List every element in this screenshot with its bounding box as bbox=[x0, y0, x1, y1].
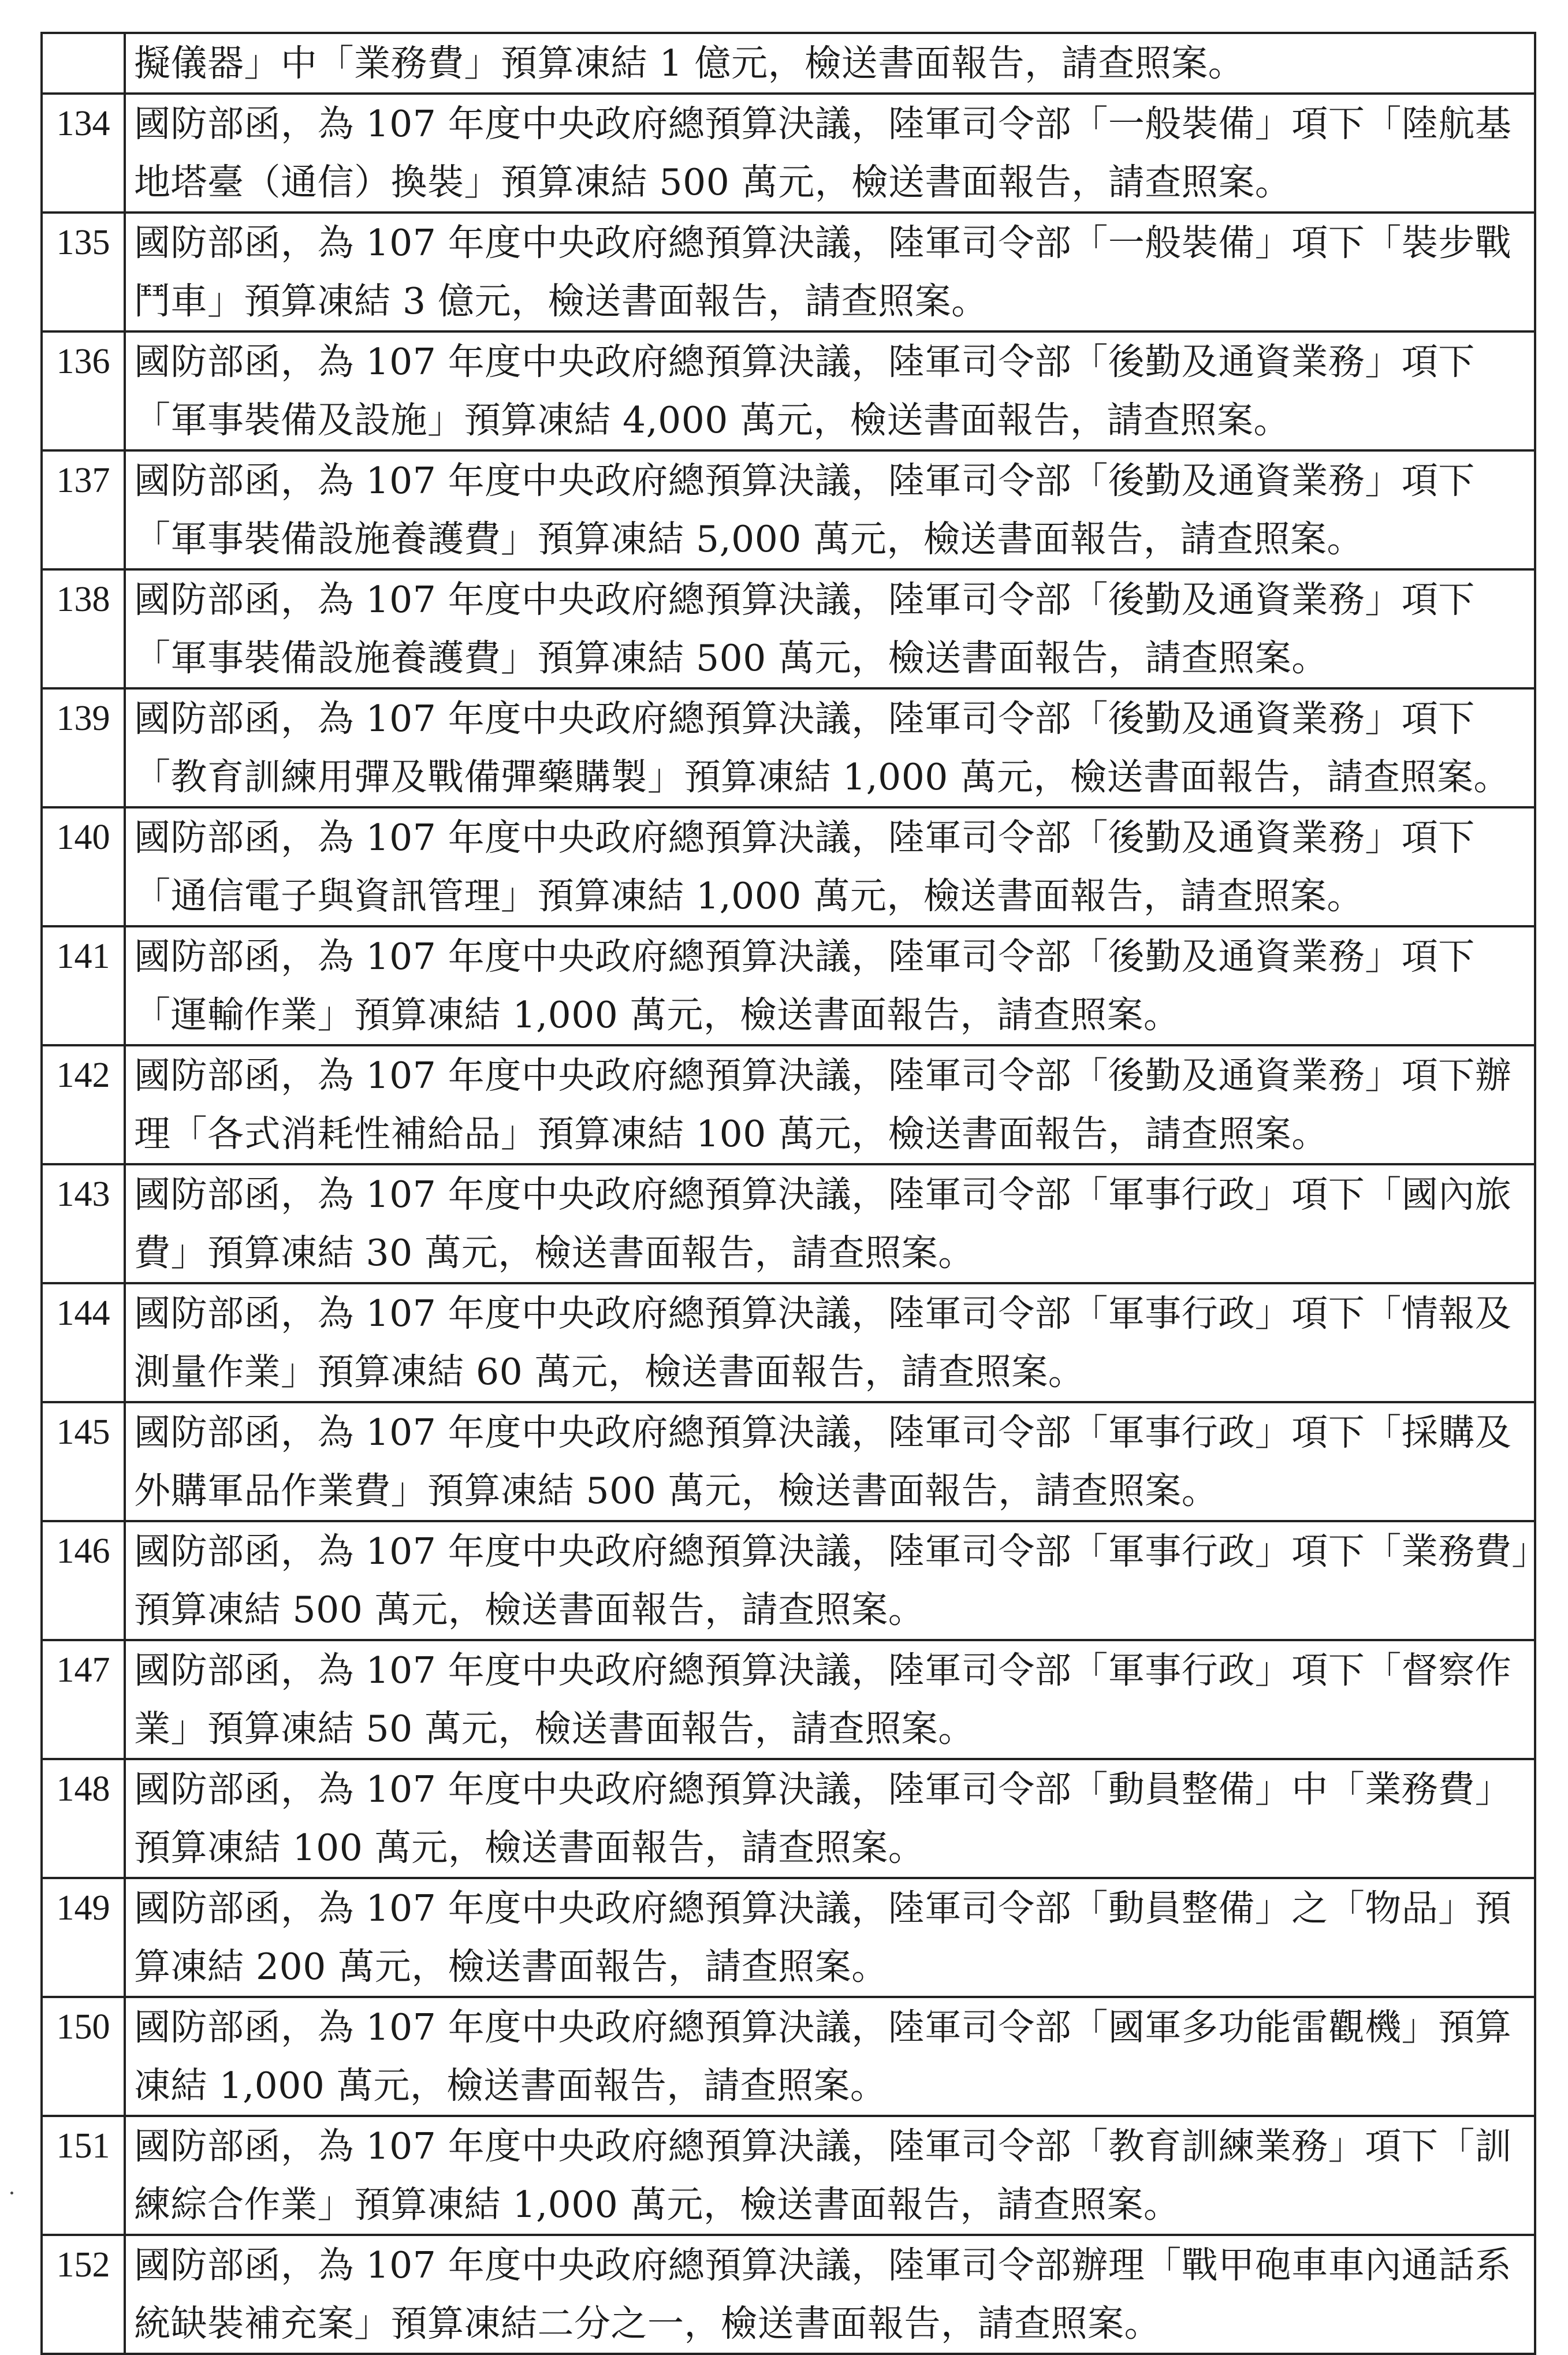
table-row bbox=[42, 688, 1535, 807]
table-row bbox=[42, 331, 1535, 450]
row-text: 國防部函，為 107 年度中央政府總預算決議，陸軍司令部「後勤及通資業務」項下「通信電子與資訊管理」預算凍結 1,000 萬元，檢送書面報告，請查照案。 bbox=[125, 807, 1535, 926]
row-number: 140 bbox=[42, 807, 125, 926]
row-text: 國防部函，為 107 年度中央政府總預算決議，陸軍司令部「後勤及通資業務」項下「教育訓練用彈及戰備彈藥購製」預算凍結 1,000 萬元，檢送書面報告，請查照案。 bbox=[125, 688, 1535, 807]
row-text: 國防部函，為 107 年度中央政府總預算決議，陸軍司令部「後勤及通資業務」項下「軍事裝備及設施」預算凍結 4,000 萬元，檢送書面報告，請查照案。 bbox=[125, 331, 1535, 450]
row-number: 147 bbox=[42, 1640, 125, 1759]
row-text: 國防部函，為 107 年度中央政府總預算決議，陸軍司令部「動員整備」之「物品」預算凍結 200 萬元，檢送書面報告，請查照案。 bbox=[125, 1878, 1535, 1997]
row-text: 國防部函，為 107 年度中央政府總預算決議，陸軍司令部「後勤及通資業務」項下「軍事裝備設施養護費」預算凍結 5,000 萬元，檢送書面報告，請查照案。 bbox=[125, 450, 1535, 569]
row-text: 國防部函，為 107 年度中央政府總預算決議，陸軍司令部「軍事行政」項下「督察作業」預算凍結 50 萬元，檢送書面報告，請查照案。 bbox=[125, 1640, 1535, 1759]
row-text: 國防部函，為 107 年度中央政府總預算決議，陸軍司令部「後勤及通資業務」項下「運輸作業」預算凍結 1,000 萬元，檢送書面報告，請查照案。 bbox=[125, 926, 1535, 1045]
row-number: 148 bbox=[42, 1759, 125, 1878]
row-number: 149 bbox=[42, 1878, 125, 1997]
table-row bbox=[42, 1640, 1535, 1759]
row-text: 國防部函，為 107 年度中央政府總預算決議，陸軍司令部「軍事行政」項下「採購及外購軍品作業費」預算凍結 500 萬元，檢送書面報告，請查照案。 bbox=[125, 1402, 1535, 1521]
table-row bbox=[42, 94, 1535, 213]
continuation-row bbox=[42, 33, 1535, 94]
row-number: 139 bbox=[42, 688, 125, 807]
row-number: 152 bbox=[42, 2235, 125, 2354]
row-number: 151 bbox=[42, 2116, 125, 2235]
table-row bbox=[42, 2235, 1535, 2354]
table-row bbox=[42, 1045, 1535, 1164]
table-row bbox=[42, 1521, 1535, 1640]
table-row bbox=[42, 807, 1535, 926]
scan-speck bbox=[10, 2192, 13, 2194]
row-number: 138 bbox=[42, 569, 125, 688]
table-row bbox=[42, 1283, 1535, 1402]
table-row bbox=[42, 1997, 1535, 2116]
row-number: 144 bbox=[42, 1283, 125, 1402]
table-row bbox=[42, 1402, 1535, 1521]
table-row bbox=[42, 450, 1535, 569]
row-text: 國防部函，為 107 年度中央政府總預算決議，陸軍司令部「一般裝備」項下「陸航基地塔臺（通信）換裝」預算凍結 500 萬元，檢送書面報告，請查照案。 bbox=[125, 94, 1535, 213]
row-text: 國防部函，為 107 年度中央政府總預算決議，陸軍司令部「軍事行政」項下「業務費」預算凍結 500 萬元，檢送書面報告，請查照案。 bbox=[125, 1521, 1535, 1640]
table-row bbox=[42, 1759, 1535, 1878]
row-text: 國防部函，為 107 年度中央政府總預算決議，陸軍司令部「後勤及通資業務」項下「軍事裝備設施養護費」預算凍結 500 萬元，檢送書面報告，請查照案。 bbox=[125, 569, 1535, 688]
agenda-table bbox=[40, 32, 1536, 2355]
table-row bbox=[42, 1878, 1535, 1997]
document-page bbox=[40, 32, 1536, 2355]
row-number: 143 bbox=[42, 1164, 125, 1283]
table-row bbox=[42, 213, 1535, 331]
row-text: 國防部函，為 107 年度中央政府總預算決議，陸軍司令部「教育訓練業務」項下「訓練綜合作業」預算凍結 1,000 萬元，檢送書面報告，請查照案。 bbox=[125, 2116, 1535, 2235]
row-number-cell-empty bbox=[42, 33, 125, 94]
table-row bbox=[42, 1164, 1535, 1283]
continuation-text: 擬儀器」中「業務費」預算凍結 1 億元，檢送書面報告，請查照案。 bbox=[125, 33, 1535, 94]
row-number: 141 bbox=[42, 926, 125, 1045]
row-text: 國防部函，為 107 年度中央政府總預算決議，陸軍司令部「後勤及通資業務」項下辦理「各式消耗性補給品」預算凍結 100 萬元，檢送書面報告，請查照案。 bbox=[125, 1045, 1535, 1164]
row-text: 國防部函，為 107 年度中央政府總預算決議，陸軍司令部辦理「戰甲砲車車內通話系統缺裝補充案」預算凍結二分之一，檢送書面報告，請查照案。 bbox=[125, 2235, 1535, 2354]
row-number: 137 bbox=[42, 450, 125, 569]
row-text: 國防部函，為 107 年度中央政府總預算決議，陸軍司令部「一般裝備」項下「裝步戰鬥車」預算凍結 3 億元，檢送書面報告，請查照案。 bbox=[125, 213, 1535, 331]
row-text: 國防部函，為 107 年度中央政府總預算決議，陸軍司令部「國軍多功能雷觀機」預算凍結 1,000 萬元，檢送書面報告，請查照案。 bbox=[125, 1997, 1535, 2116]
row-number: 134 bbox=[42, 94, 125, 213]
row-number: 146 bbox=[42, 1521, 125, 1640]
table-row bbox=[42, 2116, 1535, 2235]
row-number: 145 bbox=[42, 1402, 125, 1521]
agenda-table-body bbox=[42, 33, 1535, 2354]
table-row bbox=[42, 926, 1535, 1045]
row-number: 135 bbox=[42, 213, 125, 331]
row-text: 國防部函，為 107 年度中央政府總預算決議，陸軍司令部「軍事行政」項下「情報及測量作業」預算凍結 60 萬元，檢送書面報告，請查照案。 bbox=[125, 1283, 1535, 1402]
table-row bbox=[42, 569, 1535, 688]
row-number: 136 bbox=[42, 331, 125, 450]
row-number: 142 bbox=[42, 1045, 125, 1164]
row-number: 150 bbox=[42, 1997, 125, 2116]
row-text: 國防部函，為 107 年度中央政府總預算決議，陸軍司令部「軍事行政」項下「國內旅費」預算凍結 30 萬元，檢送書面報告，請查照案。 bbox=[125, 1164, 1535, 1283]
row-text: 國防部函，為 107 年度中央政府總預算決議，陸軍司令部「動員整備」中「業務費」預算凍結 100 萬元，檢送書面報告，請查照案。 bbox=[125, 1759, 1535, 1878]
